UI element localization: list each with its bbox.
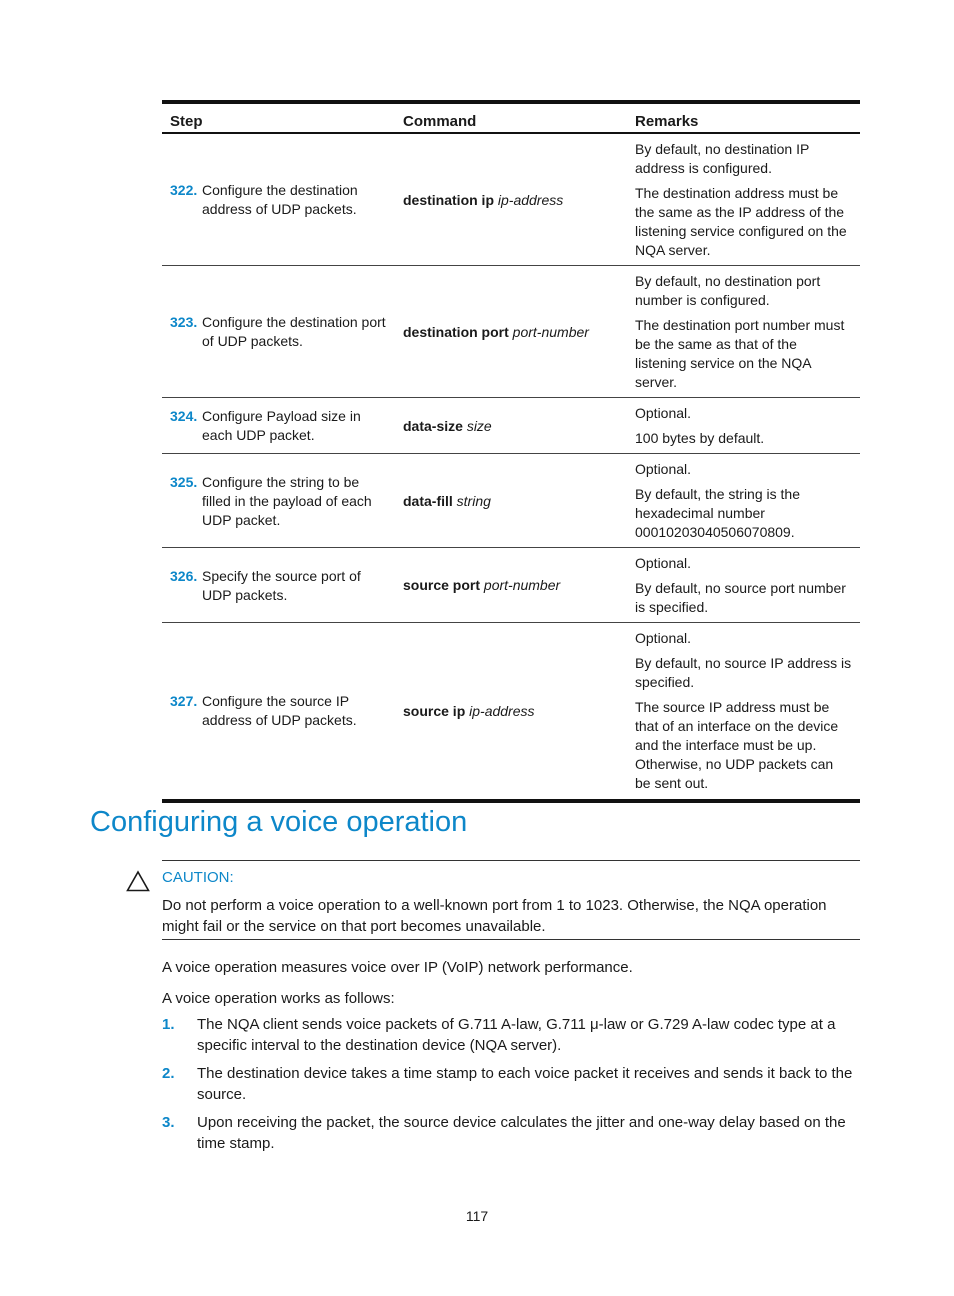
remarks-cell [627, 266, 860, 398]
remark: By default, no destination IP address is configured. [635, 141, 810, 176]
list-number: 3. [162, 1114, 175, 1131]
remarks-cell [627, 623, 860, 801]
command-table [162, 100, 860, 803]
list-text: The destination device takes a time stamp to each voice packet it receives and sends it back to the source. [197, 1065, 853, 1103]
step-number: 322. [170, 182, 198, 198]
step-number: 327. [170, 693, 198, 710]
procedure-list [162, 1014, 864, 1161]
step-description: Configure Payload size in each UDP packet. [202, 408, 361, 443]
remarks-cell [627, 398, 860, 454]
command-cell [395, 623, 627, 801]
remarks-cell [627, 133, 860, 266]
section-title: Configuring a voice operation [90, 806, 468, 838]
step-cell [162, 623, 395, 801]
header-step: Step [170, 113, 203, 130]
step-number: 326. [170, 567, 198, 584]
table-header-row [162, 102, 860, 133]
command-argument: ip-address [497, 191, 564, 208]
step-cell [162, 133, 395, 266]
step-cell [162, 398, 395, 454]
table-row [162, 623, 860, 801]
step-description: Configure the string to be filled in the payload of each UDP packet. [202, 473, 372, 528]
remarks-cell [627, 454, 860, 548]
command-keyword: destination ip [403, 191, 494, 208]
command-argument: string [456, 492, 491, 509]
list-number: 2. [162, 1065, 175, 1082]
list-item [162, 1063, 864, 1105]
table-row [162, 454, 860, 548]
step-cell [162, 454, 395, 548]
command-cell [395, 398, 627, 454]
list-item [162, 1014, 864, 1056]
step-description: Specify the source port of UDP packets. [202, 567, 361, 603]
command-keyword: destination port [403, 323, 509, 340]
remark: Optional. [635, 630, 692, 647]
remark: By default, no source port number is specified. [635, 580, 846, 615]
remark: The destination port number must be the same as that of the listening service on the NQA server. [635, 317, 845, 390]
step-description: Configure the destination port of UDP packets. [202, 314, 386, 349]
warning-triangle-icon [126, 870, 150, 892]
remark: Optional. [635, 461, 692, 477]
command-keyword: data-size [403, 417, 463, 434]
command-cell [395, 133, 627, 266]
command-keyword: data-fill [403, 492, 453, 509]
caution-label: CAUTION: [162, 869, 234, 886]
table-row [162, 548, 860, 623]
step-number: 324. [170, 408, 198, 424]
remark: The source IP address must be that of an interface on the device and the interface must be up. Otherwise, no UDP packets can be sent out. [635, 699, 839, 792]
command-cell [395, 548, 627, 623]
caution-box [162, 860, 860, 940]
table-row [162, 398, 860, 454]
step-number: 323. [170, 314, 198, 330]
remark: By default, the string is the hexadecimal number 00010203040506070809. [635, 486, 800, 540]
intro-paragraph: A voice operation measures voice over IP (VoIP) network performance. [162, 959, 633, 976]
remark: Optional. [635, 555, 692, 571]
remark: Optional. [635, 405, 692, 421]
list-number: 1. [162, 1016, 175, 1033]
table-row [162, 266, 860, 398]
works-as-follows-paragraph: A voice operation works as follows: [162, 990, 395, 1007]
command-keyword: source port [403, 577, 481, 593]
command-cell [395, 266, 627, 398]
command-cell [395, 454, 627, 548]
remarks-cell [627, 548, 860, 623]
page-number: 117 [465, 1208, 489, 1224]
command-argument: size [466, 417, 492, 434]
remark: By default, no source IP address is specified. [635, 655, 852, 691]
step-cell [162, 548, 395, 623]
step-description: Configure the source IP address of UDP packets. [202, 693, 357, 729]
command-argument: port-number [512, 323, 589, 340]
table-row [162, 133, 860, 266]
caution-text: Do not perform a voice operation to a well-known port from 1 to 1023. Otherwise, the NQA operation might fail or the service on that port becomes unavailable. [162, 897, 827, 935]
list-text: Upon receiving the packet, the source device calculates the jitter and one-way delay based on the time stamp. [197, 1114, 846, 1152]
header-command: Command [403, 113, 477, 130]
header-remarks: Remarks [635, 113, 699, 130]
remark: The destination address must be the same as the IP address of the listening service configured on the NQA server. [635, 185, 847, 258]
list-item [162, 1112, 864, 1154]
command-argument: port-number [483, 577, 561, 593]
remark: 100 bytes by default. [635, 430, 765, 446]
command-keyword: source ip [403, 702, 466, 719]
step-cell [162, 266, 395, 398]
step-number: 325. [170, 473, 198, 490]
remark: By default, no destination port number is configured. [635, 273, 821, 308]
command-argument: ip-address [469, 702, 535, 719]
step-description: Configure the destination address of UDP packets. [202, 182, 358, 217]
list-text: The NQA client sends voice packets of G.711 A-law, G.711 μ-law or G.729 A-law codec type at a specific interval to the destination device (NQA server). [197, 1016, 836, 1054]
